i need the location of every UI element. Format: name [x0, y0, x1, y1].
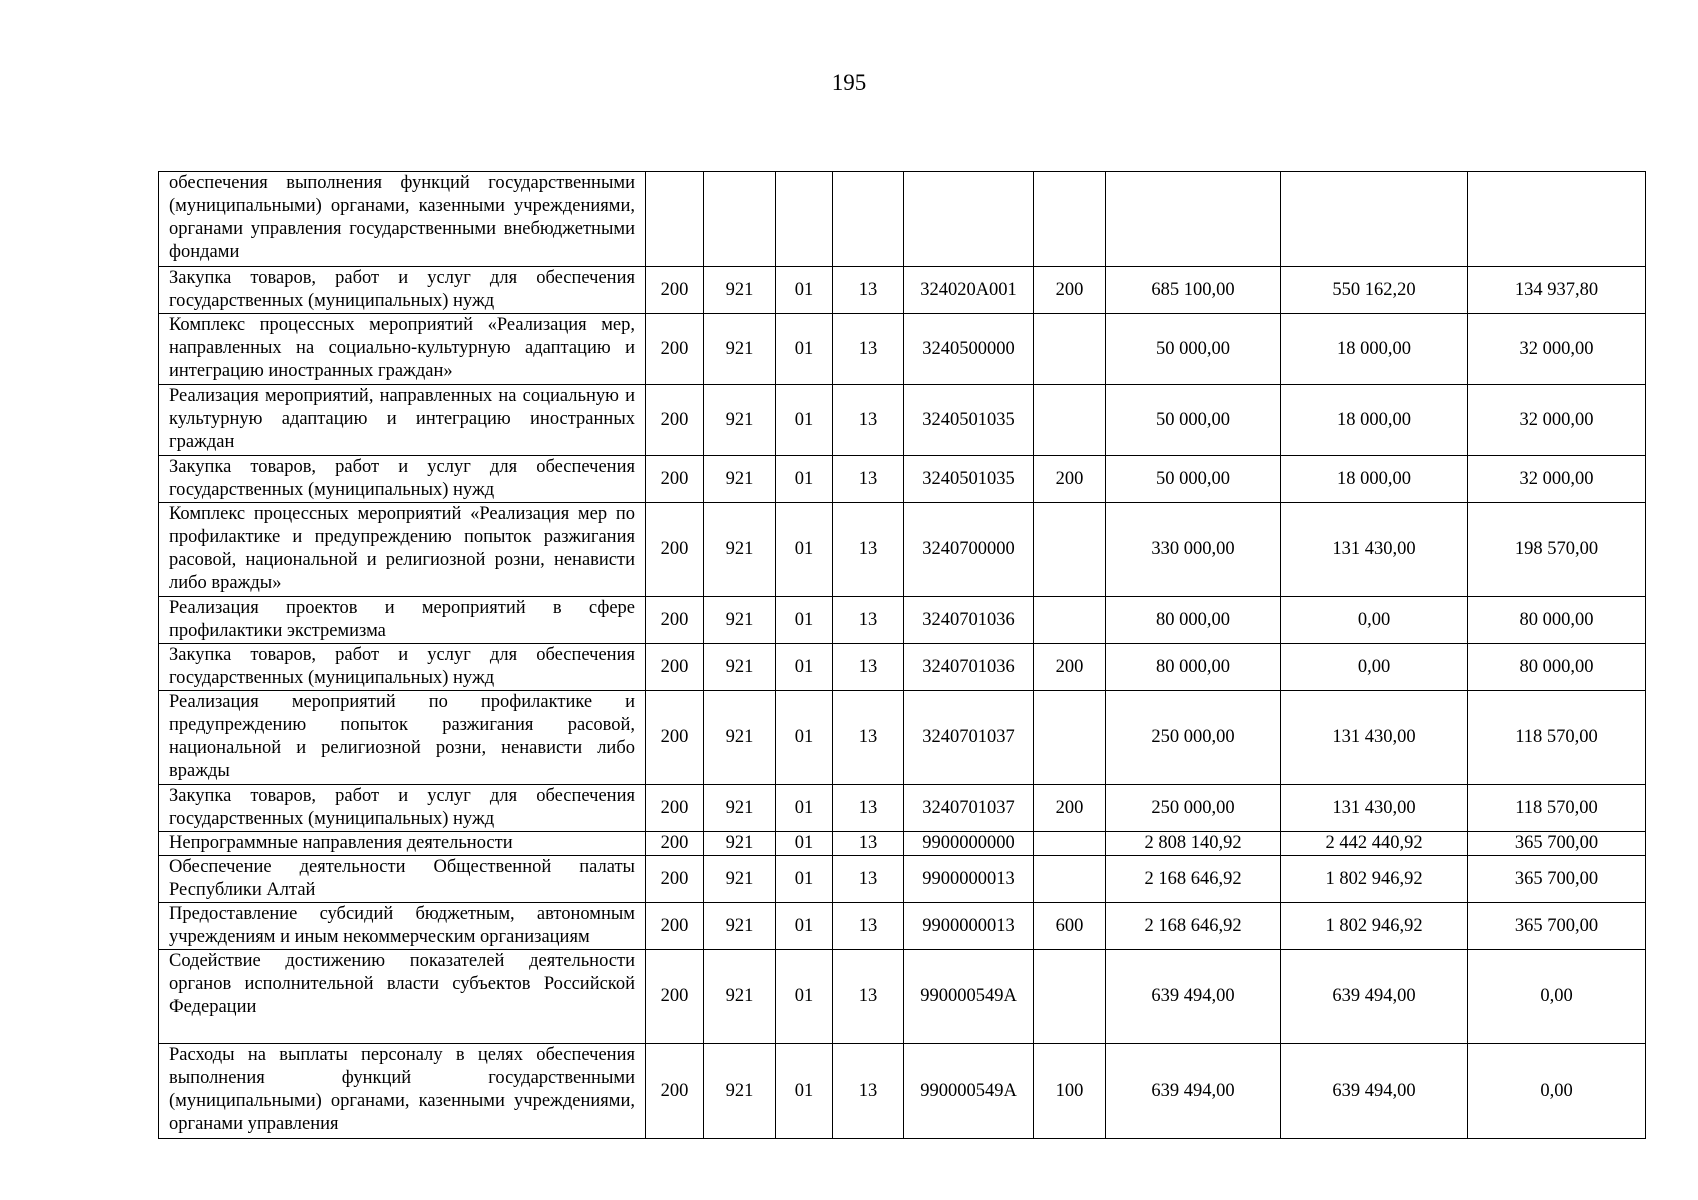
cell-amount1: 2 808 140,92: [1106, 832, 1281, 856]
cell-amount3: 365 700,00: [1468, 903, 1646, 950]
cell-name: Реализация мероприятий по профилактике и предупреждению попыток разжигания расовой, национальной и религиозной розни, ненависти либо вражды: [159, 691, 646, 785]
cell-type: [1034, 832, 1106, 856]
cell-code: 200: [646, 597, 704, 644]
cell-amount3: 0,00: [1468, 950, 1646, 1044]
cell-code: 200: [646, 950, 704, 1044]
table-row: [159, 267, 1646, 314]
cell-subsection: 13: [833, 644, 904, 691]
cell-target: 3240701037: [904, 785, 1034, 832]
table-row: [159, 950, 1646, 1044]
cell-ministry: 921: [704, 456, 776, 503]
cell-ministry: 921: [704, 385, 776, 456]
cell-subsection: 13: [833, 597, 904, 644]
cell-ministry: 921: [704, 1044, 776, 1139]
cell-target: 990000549А: [904, 1044, 1034, 1139]
cell-subsection: 13: [833, 856, 904, 903]
cell-amount3: 80 000,00: [1468, 644, 1646, 691]
cell-type: [1034, 172, 1106, 267]
cell-name: Закупка товаров, работ и услуг для обеспечения государственных (муниципальных) нужд: [159, 456, 646, 503]
cell-type: 200: [1034, 644, 1106, 691]
cell-code: 200: [646, 691, 704, 785]
cell-amount1: 50 000,00: [1106, 314, 1281, 385]
cell-ministry: 921: [704, 950, 776, 1044]
cell-amount2: 0,00: [1281, 597, 1468, 644]
cell-section: 01: [776, 950, 833, 1044]
cell-type: [1034, 950, 1106, 1044]
cell-name: Закупка товаров, работ и услуг для обеспечения государственных (муниципальных) нужд: [159, 267, 646, 314]
cell-name: Содействие достижению показателей деятельности органов исполнительной власти субъектов Российской Федерации: [159, 950, 646, 1044]
cell-type: [1034, 597, 1106, 644]
cell-target: 3240700000: [904, 503, 1034, 597]
cell-target: 3240501035: [904, 385, 1034, 456]
table-row: [159, 314, 1646, 385]
cell-code: 200: [646, 644, 704, 691]
cell-section: 01: [776, 456, 833, 503]
cell-section: 01: [776, 503, 833, 597]
cell-amount2: 131 430,00: [1281, 503, 1468, 597]
cell-section: 01: [776, 1044, 833, 1139]
cell-amount1: 50 000,00: [1106, 456, 1281, 503]
cell-target: 9900000013: [904, 856, 1034, 903]
cell-subsection: 13: [833, 785, 904, 832]
cell-name: Реализация проектов и мероприятий в сфере профилактики экстремизма: [159, 597, 646, 644]
cell-target: 9900000000: [904, 832, 1034, 856]
cell-amount1: 80 000,00: [1106, 597, 1281, 644]
cell-type: 200: [1034, 456, 1106, 503]
cell-code: 200: [646, 456, 704, 503]
cell-subsection: 13: [833, 503, 904, 597]
cell-subsection: 13: [833, 1044, 904, 1139]
table-row: [159, 856, 1646, 903]
cell-section: 01: [776, 856, 833, 903]
budget-table: [158, 171, 1646, 1139]
table-row: [159, 597, 1646, 644]
table-row: [159, 503, 1646, 597]
cell-ministry: 921: [704, 832, 776, 856]
table-row: [159, 456, 1646, 503]
cell-amount1: 250 000,00: [1106, 691, 1281, 785]
table-row: [159, 1044, 1646, 1139]
cell-amount1: 80 000,00: [1106, 644, 1281, 691]
cell-name: обеспечения выполнения функций государственными (муниципальными) органами, казенными учреждениями, органами управления государственными внебюджетными фондами: [159, 172, 646, 267]
cell-name: Закупка товаров, работ и услуг для обеспечения государственных (муниципальных) нужд: [159, 644, 646, 691]
cell-type: 600: [1034, 903, 1106, 950]
cell-amount2: 1 802 946,92: [1281, 856, 1468, 903]
cell-amount2: 0,00: [1281, 644, 1468, 691]
cell-section: 01: [776, 314, 833, 385]
cell-subsection: 13: [833, 314, 904, 385]
cell-name: Закупка товаров, работ и услуг для обеспечения государственных (муниципальных) нужд: [159, 785, 646, 832]
cell-section: 01: [776, 267, 833, 314]
cell-amount2: 18 000,00: [1281, 456, 1468, 503]
table-row: [159, 785, 1646, 832]
cell-name: Комплекс процессных мероприятий «Реализация мер по профилактике и предупреждению попыток разжигания расовой, национальной и религиозной розни, ненависти либо вражды»: [159, 503, 646, 597]
cell-name: Непрограммные направления деятельности: [159, 832, 646, 856]
cell-subsection: 13: [833, 267, 904, 314]
cell-target: 3240500000: [904, 314, 1034, 385]
cell-code: 200: [646, 314, 704, 385]
cell-amount2: 131 430,00: [1281, 785, 1468, 832]
cell-section: 01: [776, 644, 833, 691]
cell-subsection: 13: [833, 456, 904, 503]
cell-ministry: 921: [704, 503, 776, 597]
cell-section: 01: [776, 691, 833, 785]
cell-target: 3240701037: [904, 691, 1034, 785]
cell-target: 3240701036: [904, 597, 1034, 644]
cell-subsection: 13: [833, 691, 904, 785]
cell-code: 200: [646, 832, 704, 856]
cell-amount3: 198 570,00: [1468, 503, 1646, 597]
cell-amount1: 50 000,00: [1106, 385, 1281, 456]
cell-target: 990000549А: [904, 950, 1034, 1044]
table-row: [159, 832, 1646, 856]
cell-ministry: 921: [704, 597, 776, 644]
cell-ministry: [704, 172, 776, 267]
cell-code: 200: [646, 903, 704, 950]
cell-code: 200: [646, 785, 704, 832]
cell-subsection: 13: [833, 950, 904, 1044]
cell-ministry: 921: [704, 785, 776, 832]
cell-code: 200: [646, 267, 704, 314]
cell-section: 01: [776, 903, 833, 950]
cell-target: [904, 172, 1034, 267]
cell-name: Расходы на выплаты персоналу в целях обеспечения выполнения функций государственными (муниципальными) органами, казенными учреждениями, органами управления: [159, 1044, 646, 1139]
cell-target: 3240701036: [904, 644, 1034, 691]
cell-code: [646, 172, 704, 267]
cell-amount1: 250 000,00: [1106, 785, 1281, 832]
cell-section: 01: [776, 385, 833, 456]
cell-amount1: [1106, 172, 1281, 267]
cell-amount3: 80 000,00: [1468, 597, 1646, 644]
cell-subsection: 13: [833, 903, 904, 950]
table-row: [159, 644, 1646, 691]
cell-code: 200: [646, 856, 704, 903]
cell-amount2: 550 162,20: [1281, 267, 1468, 314]
cell-ministry: 921: [704, 267, 776, 314]
cell-code: 200: [646, 1044, 704, 1139]
cell-amount3: 32 000,00: [1468, 456, 1646, 503]
cell-type: [1034, 385, 1106, 456]
cell-type: [1034, 314, 1106, 385]
cell-amount3: 32 000,00: [1468, 314, 1646, 385]
cell-amount3: 365 700,00: [1468, 832, 1646, 856]
cell-type: [1034, 691, 1106, 785]
cell-name: Комплекс процессных мероприятий «Реализация мер, направленных на социально-культурную адаптацию и интеграцию иностранных граждан»: [159, 314, 646, 385]
cell-subsection: 13: [833, 385, 904, 456]
cell-target: 324020А001: [904, 267, 1034, 314]
cell-amount2: 18 000,00: [1281, 385, 1468, 456]
cell-ministry: 921: [704, 644, 776, 691]
cell-type: 100: [1034, 1044, 1106, 1139]
cell-ministry: 921: [704, 903, 776, 950]
cell-amount2: 18 000,00: [1281, 314, 1468, 385]
cell-amount1: 2 168 646,92: [1106, 856, 1281, 903]
cell-amount2: 639 494,00: [1281, 950, 1468, 1044]
cell-section: 01: [776, 785, 833, 832]
cell-name: Обеспечение деятельности Общественной палаты Республики Алтай: [159, 856, 646, 903]
cell-type: [1034, 503, 1106, 597]
cell-section: 01: [776, 597, 833, 644]
cell-ministry: 921: [704, 314, 776, 385]
cell-amount3: 118 570,00: [1468, 785, 1646, 832]
cell-name: Реализация мероприятий, направленных на социальную и культурную адаптацию и интеграцию иностранных граждан: [159, 385, 646, 456]
cell-amount1: 685 100,00: [1106, 267, 1281, 314]
cell-section: 01: [776, 832, 833, 856]
cell-type: 200: [1034, 267, 1106, 314]
cell-amount3: 118 570,00: [1468, 691, 1646, 785]
cell-code: 200: [646, 503, 704, 597]
cell-name: Предоставление субсидий бюджетным, автономным учреждениям и иным некоммерческим организациям: [159, 903, 646, 950]
cell-amount2: 2 442 440,92: [1281, 832, 1468, 856]
table-row: [159, 385, 1646, 456]
page-number: 195: [831, 70, 867, 95]
cell-ministry: 921: [704, 856, 776, 903]
cell-amount3: [1468, 172, 1646, 267]
cell-type: 200: [1034, 785, 1106, 832]
cell-amount2: 639 494,00: [1281, 1044, 1468, 1139]
cell-amount3: 365 700,00: [1468, 856, 1646, 903]
cell-amount1: 639 494,00: [1106, 950, 1281, 1044]
cell-target: 3240501035: [904, 456, 1034, 503]
cell-amount2: 131 430,00: [1281, 691, 1468, 785]
cell-amount3: 0,00: [1468, 1044, 1646, 1139]
table-row: [159, 691, 1646, 785]
cell-code: 200: [646, 385, 704, 456]
cell-subsection: 13: [833, 832, 904, 856]
cell-target: 9900000013: [904, 903, 1034, 950]
table-row: [159, 903, 1646, 950]
cell-amount1: 2 168 646,92: [1106, 903, 1281, 950]
cell-amount3: 32 000,00: [1468, 385, 1646, 456]
cell-amount1: 330 000,00: [1106, 503, 1281, 597]
cell-type: [1034, 856, 1106, 903]
cell-subsection: [833, 172, 904, 267]
cell-amount3: 134 937,80: [1468, 267, 1646, 314]
cell-amount2: [1281, 172, 1468, 267]
table-row: [159, 172, 1646, 267]
cell-section: [776, 172, 833, 267]
cell-amount2: 1 802 946,92: [1281, 903, 1468, 950]
cell-ministry: 921: [704, 691, 776, 785]
cell-amount1: 639 494,00: [1106, 1044, 1281, 1139]
